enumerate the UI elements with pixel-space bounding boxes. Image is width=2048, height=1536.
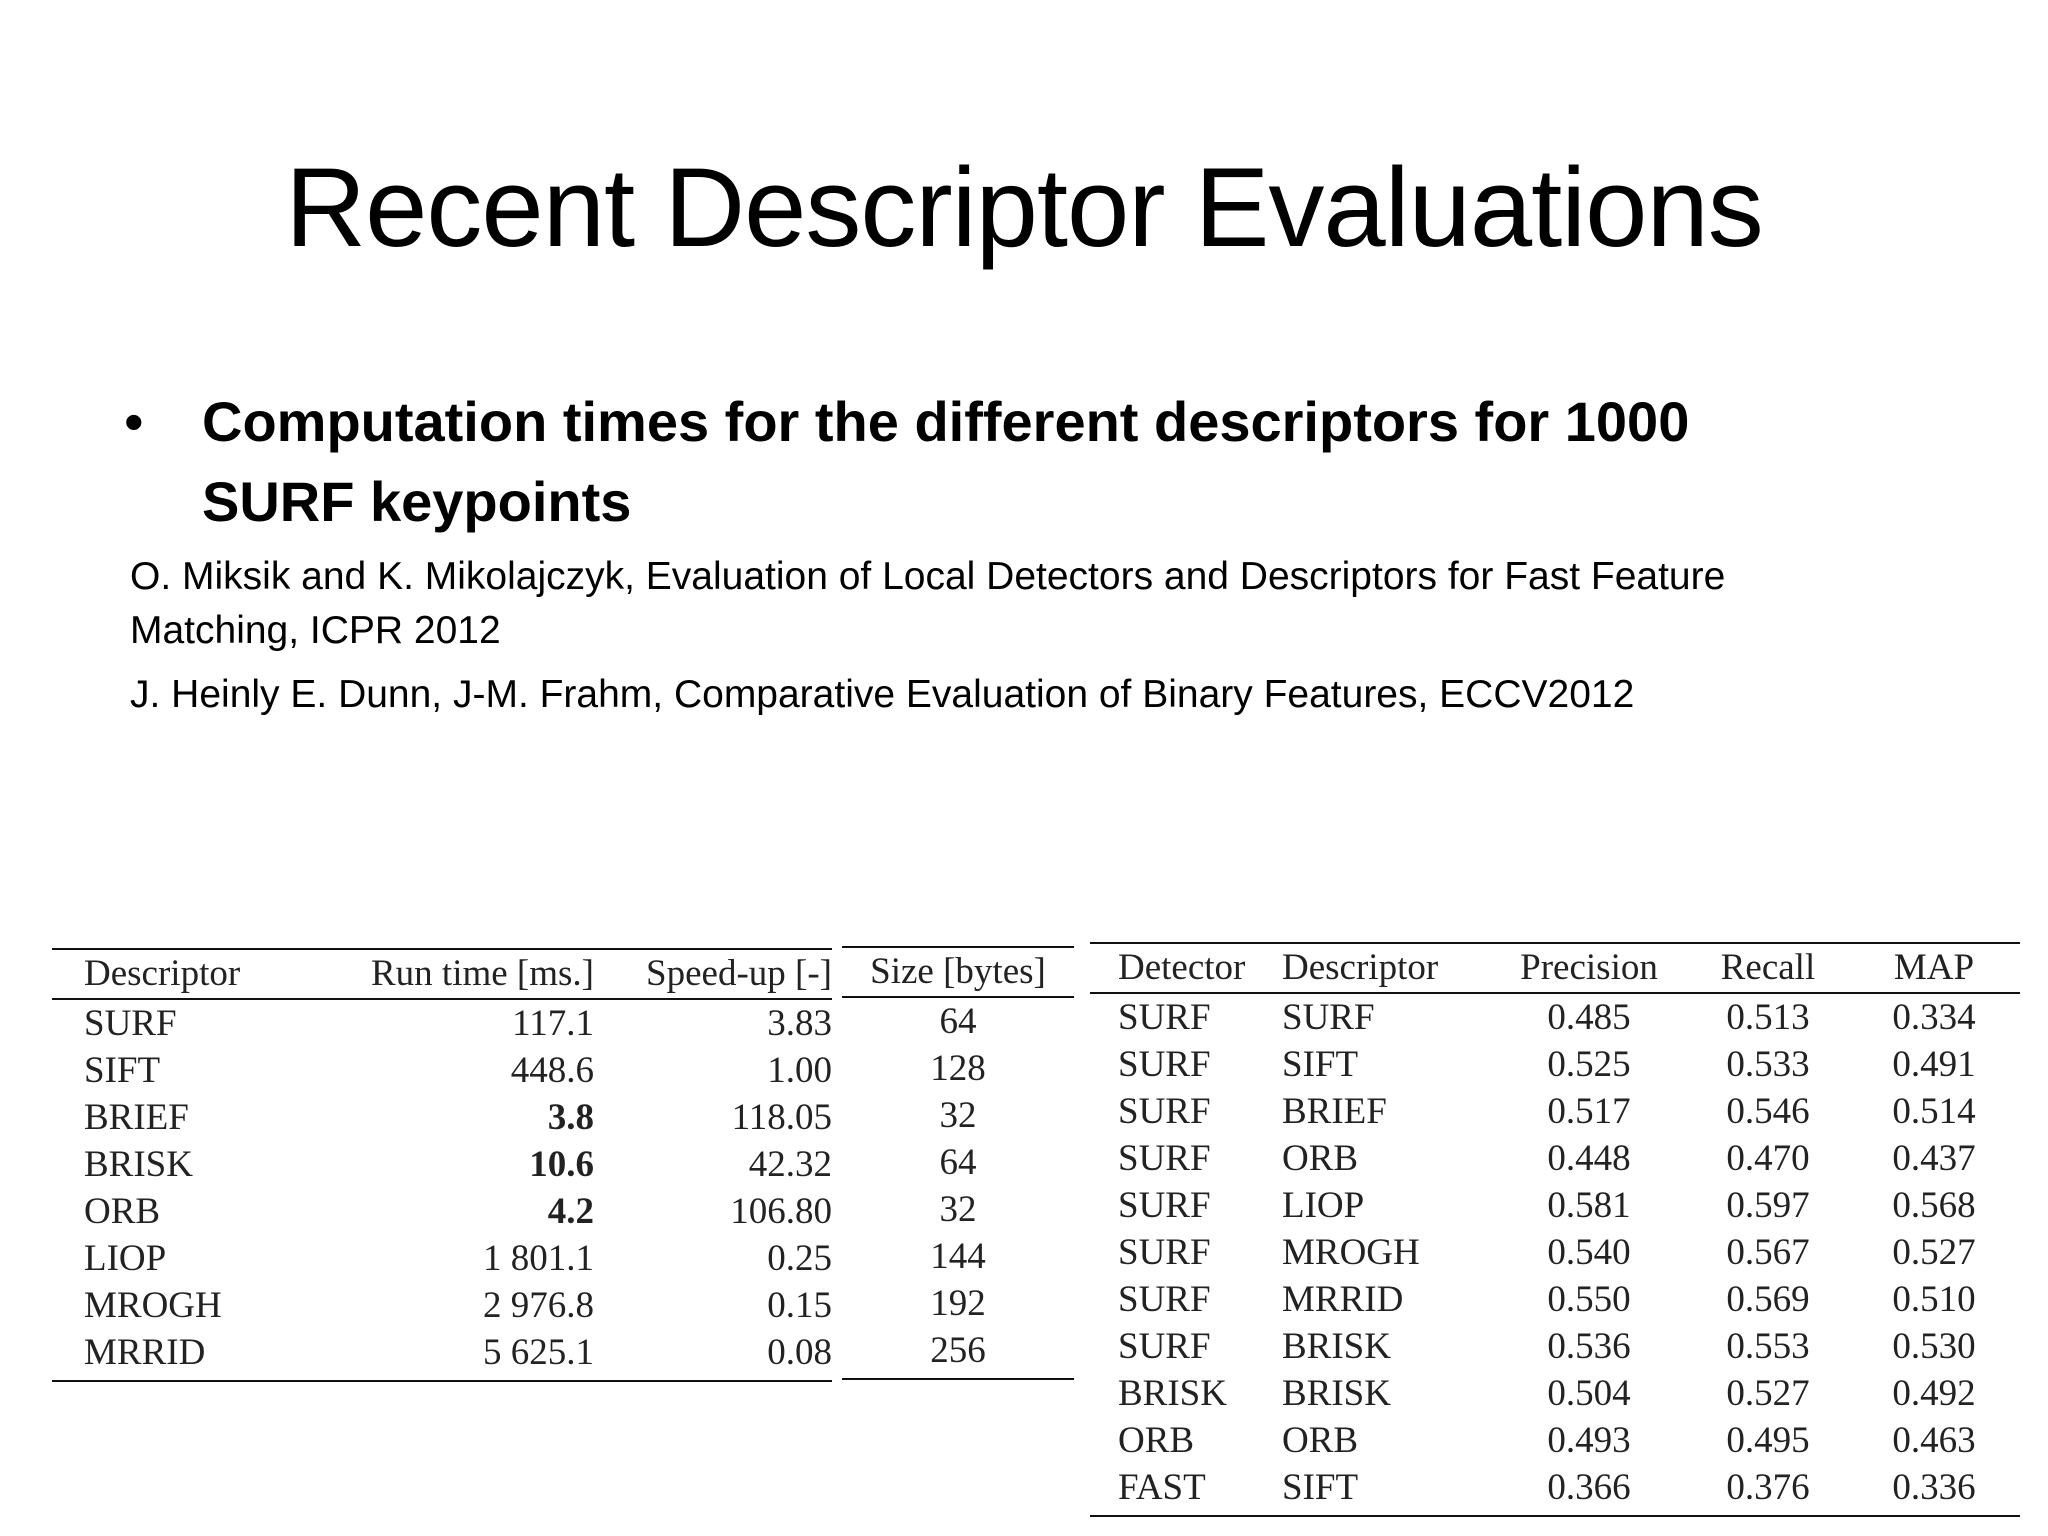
table-row [842,1327,1074,1374]
detector-cell: SURF [1118,997,1211,1038]
detector-cell: SURF [1118,1138,1211,1179]
recall-cell: 0.376 [1726,1467,1810,1508]
map-cell: 0.437 [1892,1138,1976,1179]
table-row [1090,1370,2020,1417]
table-row [1090,1135,2020,1182]
descriptor-cell: MRRID [1282,1279,1404,1320]
table-row [1090,1276,2020,1323]
table-row [1090,1417,2020,1464]
map-cell: 0.510 [1892,1279,1976,1320]
table-row [842,1233,1074,1280]
map-cell: 0.568 [1892,1185,1976,1226]
header-detector: Detector [1118,947,1246,988]
size-cell: 256 [930,1330,986,1371]
size-table [842,946,1074,1380]
recall-cell: 0.533 [1726,1044,1810,1085]
bullet-icon: • [124,390,144,453]
precision-cell: 0.504 [1547,1373,1631,1414]
header-recall: Recall [1720,947,1816,988]
map-cell: 0.336 [1892,1467,1976,1508]
precision-cell: 0.581 [1547,1185,1631,1226]
detector-cell: SURF [1118,1279,1211,1320]
descriptor-cell: BRIEF [1282,1091,1387,1132]
table-row [842,998,1074,1045]
bullet-text: Computation times for the different descriptors for 1000 SURF keypoints [202,390,1690,533]
descriptor-cell: ORB [1282,1420,1359,1461]
descriptor-cell: SURF [1282,997,1375,1038]
size-cell: 64 [939,1142,977,1183]
run-time-cell: 5 625.1 [483,1332,594,1373]
header-map: MAP [1893,947,1975,988]
descriptor-cell: BRIEF [84,1097,189,1138]
map-cell: 0.463 [1892,1420,1976,1461]
size-cell: 192 [930,1283,986,1324]
run-time-cell: 2 976.8 [483,1285,594,1326]
speed-up-cell: 106.80 [730,1191,832,1232]
table-row [52,1047,832,1094]
precision-cell: 0.525 [1547,1044,1631,1085]
descriptor-cell: MRRID [84,1332,206,1373]
bullet-point [124,382,1944,542]
precision-cell: 0.493 [1547,1420,1631,1461]
recall-cell: 0.569 [1726,1279,1810,1320]
descriptor-cell: ORB [1282,1138,1359,1179]
reference-miksik: O. Miksik and K. Mikolajczyk, Evaluation of Local Detectors and Descriptors for Fast Feature Matching, ICPR 2012 [130,555,1726,652]
speed-up-cell: 3.83 [767,1003,832,1044]
run-time-cell: 1 801.1 [483,1238,594,1279]
header-size: Size [bytes] [870,951,1046,992]
detector-cell: SURF [1118,1185,1211,1226]
header-speed-up: Speed-up [-] [646,953,832,994]
descriptor-cell: SIFT [1282,1467,1359,1508]
table-header [52,948,832,1000]
speed-up-cell: 42.32 [748,1144,832,1185]
detector-cell: SURF [1118,1044,1211,1085]
table-row [1090,1229,2020,1276]
descriptor-cell: LIOP [1282,1185,1365,1226]
size-cell: 32 [939,1189,977,1230]
table-header [842,946,1074,998]
table-row [842,1092,1074,1139]
recall-cell: 0.553 [1726,1326,1810,1367]
slide-title: Recent Descriptor Evaluations [285,145,1763,270]
map-cell: 0.334 [1892,997,1976,1038]
recall-cell: 0.567 [1726,1232,1810,1273]
precision-cell: 0.550 [1547,1279,1631,1320]
recall-cell: 0.513 [1726,997,1810,1038]
table-row [52,1000,832,1047]
recall-cell: 0.546 [1726,1091,1810,1132]
descriptor-cell: BRISK [1282,1326,1391,1367]
descriptor-cell: ORB [84,1191,161,1232]
recall-cell: 0.470 [1726,1138,1810,1179]
recall-cell: 0.597 [1726,1185,1810,1226]
map-cell: 0.527 [1892,1232,1976,1273]
table-row [52,1141,832,1188]
recall-cell: 0.495 [1726,1420,1810,1461]
map-cell: 0.530 [1892,1326,1976,1367]
precision-cell: 0.366 [1547,1467,1631,1508]
header-precision: Precision [1520,947,1658,988]
speed-up-cell: 118.05 [731,1097,832,1138]
map-cell: 0.492 [1892,1373,1976,1414]
table-row [1090,1464,2020,1511]
table-row [52,1094,832,1141]
run-time-cell: 4.2 [547,1191,594,1232]
map-cell: 0.514 [1892,1091,1976,1132]
table-row [52,1329,832,1376]
precision-cell: 0.540 [1547,1232,1631,1273]
size-cell: 128 [930,1048,986,1089]
runtime-table [52,948,832,1382]
precision-cell: 0.517 [1547,1091,1631,1132]
precision-table [1090,942,2020,1517]
precision-cell: 0.448 [1547,1138,1631,1179]
detector-cell: BRISK [1118,1373,1227,1414]
recall-cell: 0.527 [1726,1373,1810,1414]
detector-cell: SURF [1118,1091,1211,1132]
header-descriptor: Descriptor [84,953,241,994]
table-row [52,1235,832,1282]
table-row [1090,1041,2020,1088]
precision-cell: 0.536 [1547,1326,1631,1367]
size-cell: 64 [939,1001,977,1042]
table-row [842,1139,1074,1186]
detector-cell: SURF [1118,1326,1211,1367]
speed-up-cell: 0.25 [767,1238,832,1279]
table-header [1090,942,2020,994]
run-time-cell: 117.1 [512,1003,594,1044]
descriptor-cell: LIOP [84,1238,167,1279]
descriptor-cell: BRISK [1282,1373,1391,1414]
table-row [52,1282,832,1329]
table-row [1090,1088,2020,1135]
table-row [1090,994,2020,1041]
detector-cell: FAST [1118,1467,1206,1508]
table-row [842,1186,1074,1233]
speed-up-cell: 0.15 [767,1285,832,1326]
descriptor-cell: MROGH [84,1285,222,1326]
table-row [1090,1182,2020,1229]
speed-up-cell: 1.00 [767,1050,832,1091]
run-time-cell: 448.6 [510,1050,594,1091]
table-row [842,1045,1074,1092]
size-cell: 144 [930,1236,986,1277]
speed-up-cell: 0.08 [767,1332,832,1373]
descriptor-cell: SIFT [84,1050,161,1091]
descriptor-cell: SURF [84,1003,177,1044]
size-cell: 32 [939,1095,977,1136]
run-time-cell: 10.6 [529,1144,594,1185]
descriptor-cell: BRISK [84,1144,193,1185]
table-row [842,1280,1074,1327]
descriptor-cell: MROGH [1282,1232,1420,1273]
reference-heinly: J. Heinly E. Dunn, J-M. Frahm, Comparative Evaluation of Binary Features, ECCV2012 [130,673,1635,716]
detector-cell: ORB [1118,1420,1195,1461]
map-cell: 0.491 [1892,1044,1976,1085]
table-row [1090,1323,2020,1370]
header-run-time: Run time [ms.] [370,953,594,994]
table-row [52,1188,832,1235]
detector-cell: SURF [1118,1232,1211,1273]
run-time-cell: 3.8 [547,1097,594,1138]
precision-cell: 0.485 [1547,997,1631,1038]
header-descriptor: Descriptor [1282,947,1439,988]
descriptor-cell: SIFT [1282,1044,1359,1085]
